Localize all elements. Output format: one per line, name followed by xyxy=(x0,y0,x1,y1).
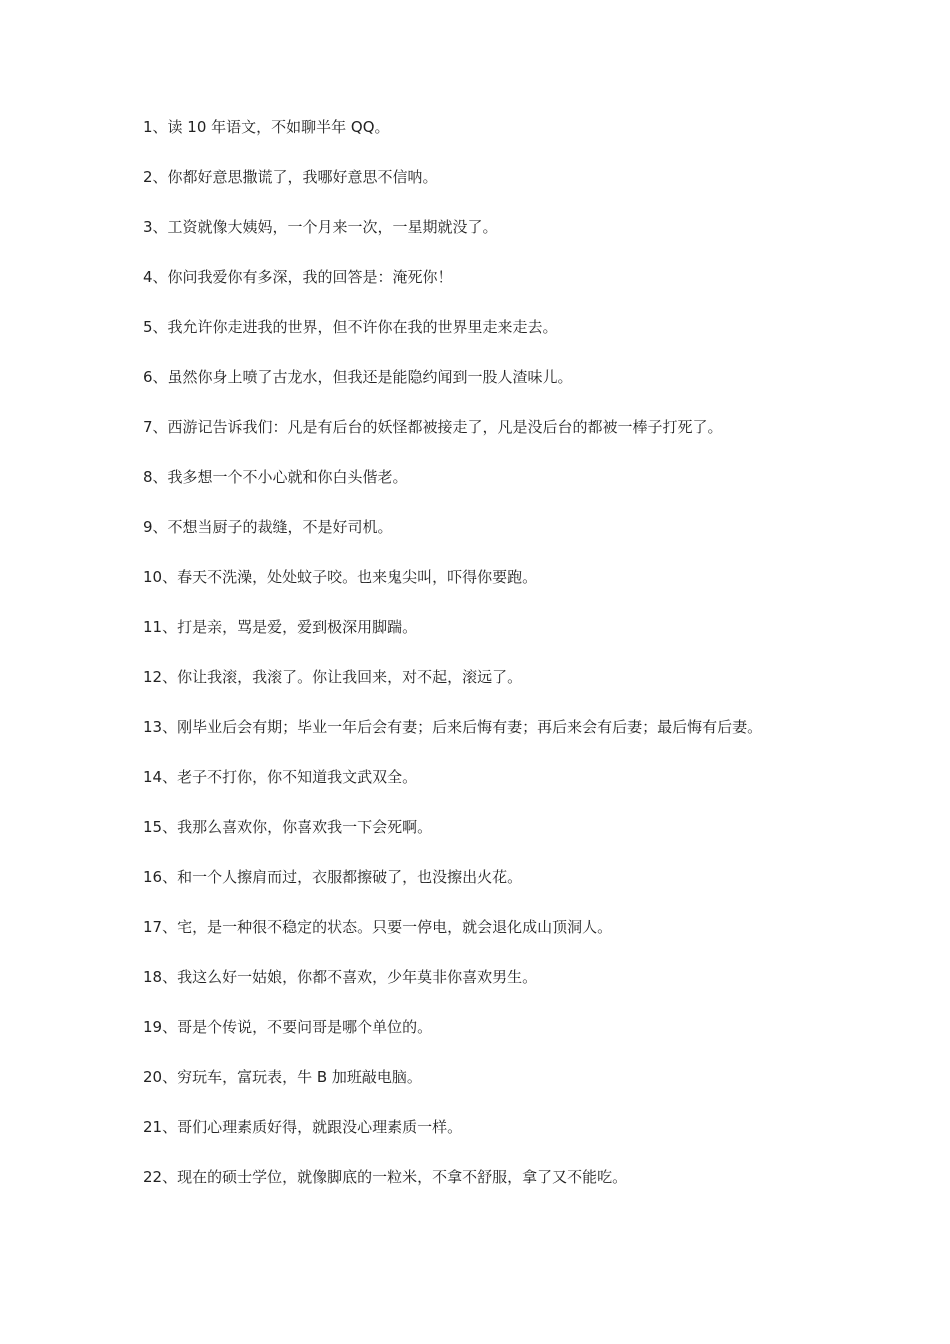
list-item: 20、穷玩车，富玩表，牛 B 加班敲电脑。 xyxy=(143,1068,422,1086)
list-item: 9、不想当厨子的裁缝，不是好司机。 xyxy=(143,518,393,536)
list-item: 11、打是亲，骂是爱，爱到极深用脚踹。 xyxy=(143,618,418,636)
list-item: 6、虽然你身上喷了古龙水，但我还是能隐约闻到一股人渣味儿。 xyxy=(143,368,573,386)
list-item: 14、老子不打你，你不知道我文武双全。 xyxy=(143,768,418,786)
list-item: 8、我多想一个不小心就和你白头偕老。 xyxy=(143,468,408,486)
list-item: 18、我这么好一姑娘，你都不喜欢，少年莫非你喜欢男生。 xyxy=(143,968,538,986)
list-item: 10、春天不洗澡，处处蚊子咬。也来鬼尖叫，吓得你要跑。 xyxy=(143,568,538,586)
list-item: 3、工资就像大姨妈，一个月来一次，一星期就没了。 xyxy=(143,218,498,236)
list-item: 21、哥们心理素质好得，就跟没心理素质一样。 xyxy=(143,1118,463,1136)
list-item: 13、刚毕业后会有期；毕业一年后会有妻；后来后悔有妻；再后来会有后妻；最后悔有后妻。 xyxy=(143,718,763,736)
list-item: 12、你让我滚，我滚了。你让我回来，对不起，滚远了。 xyxy=(143,668,523,686)
list-item: 5、我允许你走进我的世界，但不许你在我的世界里走来走去。 xyxy=(143,318,558,336)
list-item: 16、和一个人擦肩而过，衣服都擦破了，也没擦出火花。 xyxy=(143,868,523,886)
list-item: 15、我那么喜欢你，你喜欢我一下会死啊。 xyxy=(143,818,433,836)
list-item: 7、西游记告诉我们：凡是有后台的妖怪都被接走了，凡是没后台的都被一棒子打死了。 xyxy=(143,418,723,436)
joke-list xyxy=(143,115,808,1215)
list-item: 22、现在的硕士学位，就像脚底的一粒米，不拿不舒服，拿了又不能吃。 xyxy=(143,1168,628,1186)
list-item: 17、宅，是一种很不稳定的状态。只要一停电，就会退化成山顶洞人。 xyxy=(143,918,613,936)
list-item: 2、你都好意思撒谎了，我哪好意思不信呐。 xyxy=(143,168,438,186)
list-item: 4、你问我爱你有多深，我的回答是：淹死你！ xyxy=(143,268,453,286)
list-item: 1、读 10 年语文，不如聊半年 QQ。 xyxy=(143,118,390,136)
list-item: 19、哥是个传说，不要问哥是哪个单位的。 xyxy=(143,1018,433,1036)
